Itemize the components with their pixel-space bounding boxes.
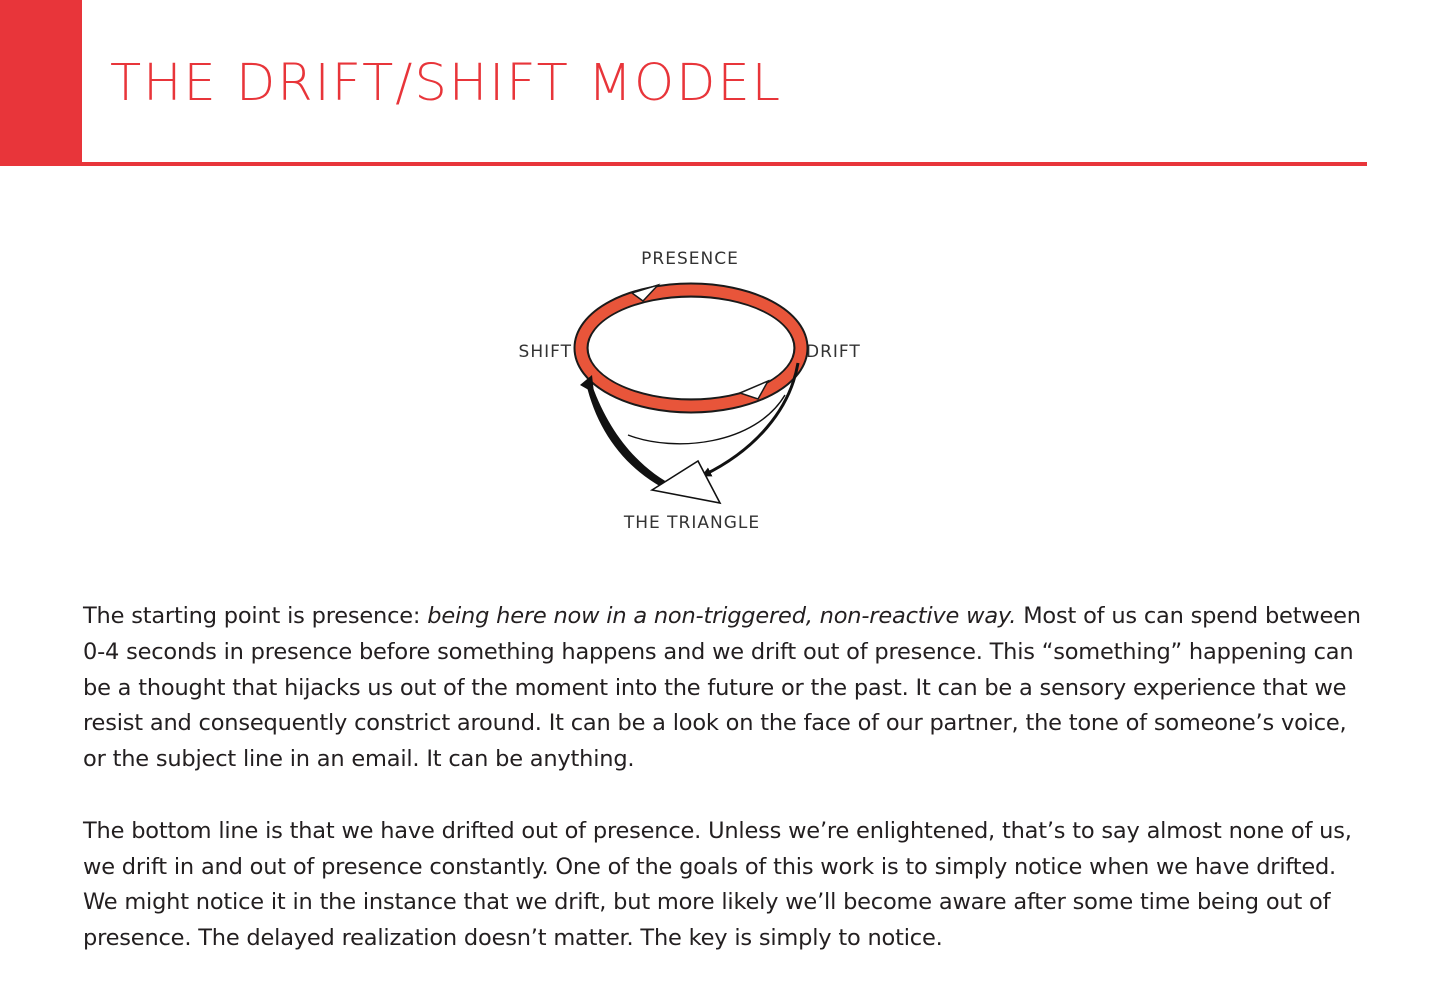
label-drift: DRIFT [806, 342, 861, 362]
paragraph-2: The bottom line is that we have drifted out of presence. Unless we’re enlightened, that’s to say almost none of us, we drift in and out of presence constantly. One of the goals of this work is to simply notice when we have drifted. We might notice it in the instance that we drift, but more likely we’ll become aware after some time being out of presence. The delayed realization doesn’t matter. The key is simply to notice. [83, 817, 1352, 952]
label-the-triangle: THE TRIANGLE [623, 513, 761, 533]
paragraph-1-emphasis: being here now in a non-triggered, non-reactive way. [427, 603, 1017, 629]
paragraph-1-intro: The starting point is presence: [83, 603, 428, 629]
paragraph-1 [83, 599, 1373, 778]
body-text [83, 599, 1373, 993]
page-title: THE DRIFT/SHIFT MODEL [110, 54, 783, 113]
drift-shift-diagram [500, 235, 880, 545]
label-presence: PRESENCE [641, 249, 739, 269]
title-underline [82, 162, 1367, 166]
presence-loop [581, 290, 801, 406]
paragraph-1-rest: Most of us can spend between 0-4 seconds in presence before something happens and we drift out of presence. This “something” happening can be a thought that hijacks us out of the moment into the future or the past. It can be a sensory experience that we resist and consequently constrict around. It can be a look on the face of our partner, the tone of someone’s voice, or the subject line in an email. It can be anything. [83, 603, 1361, 773]
header-accent-block [0, 0, 82, 166]
label-shift: SHIFT [518, 342, 572, 362]
